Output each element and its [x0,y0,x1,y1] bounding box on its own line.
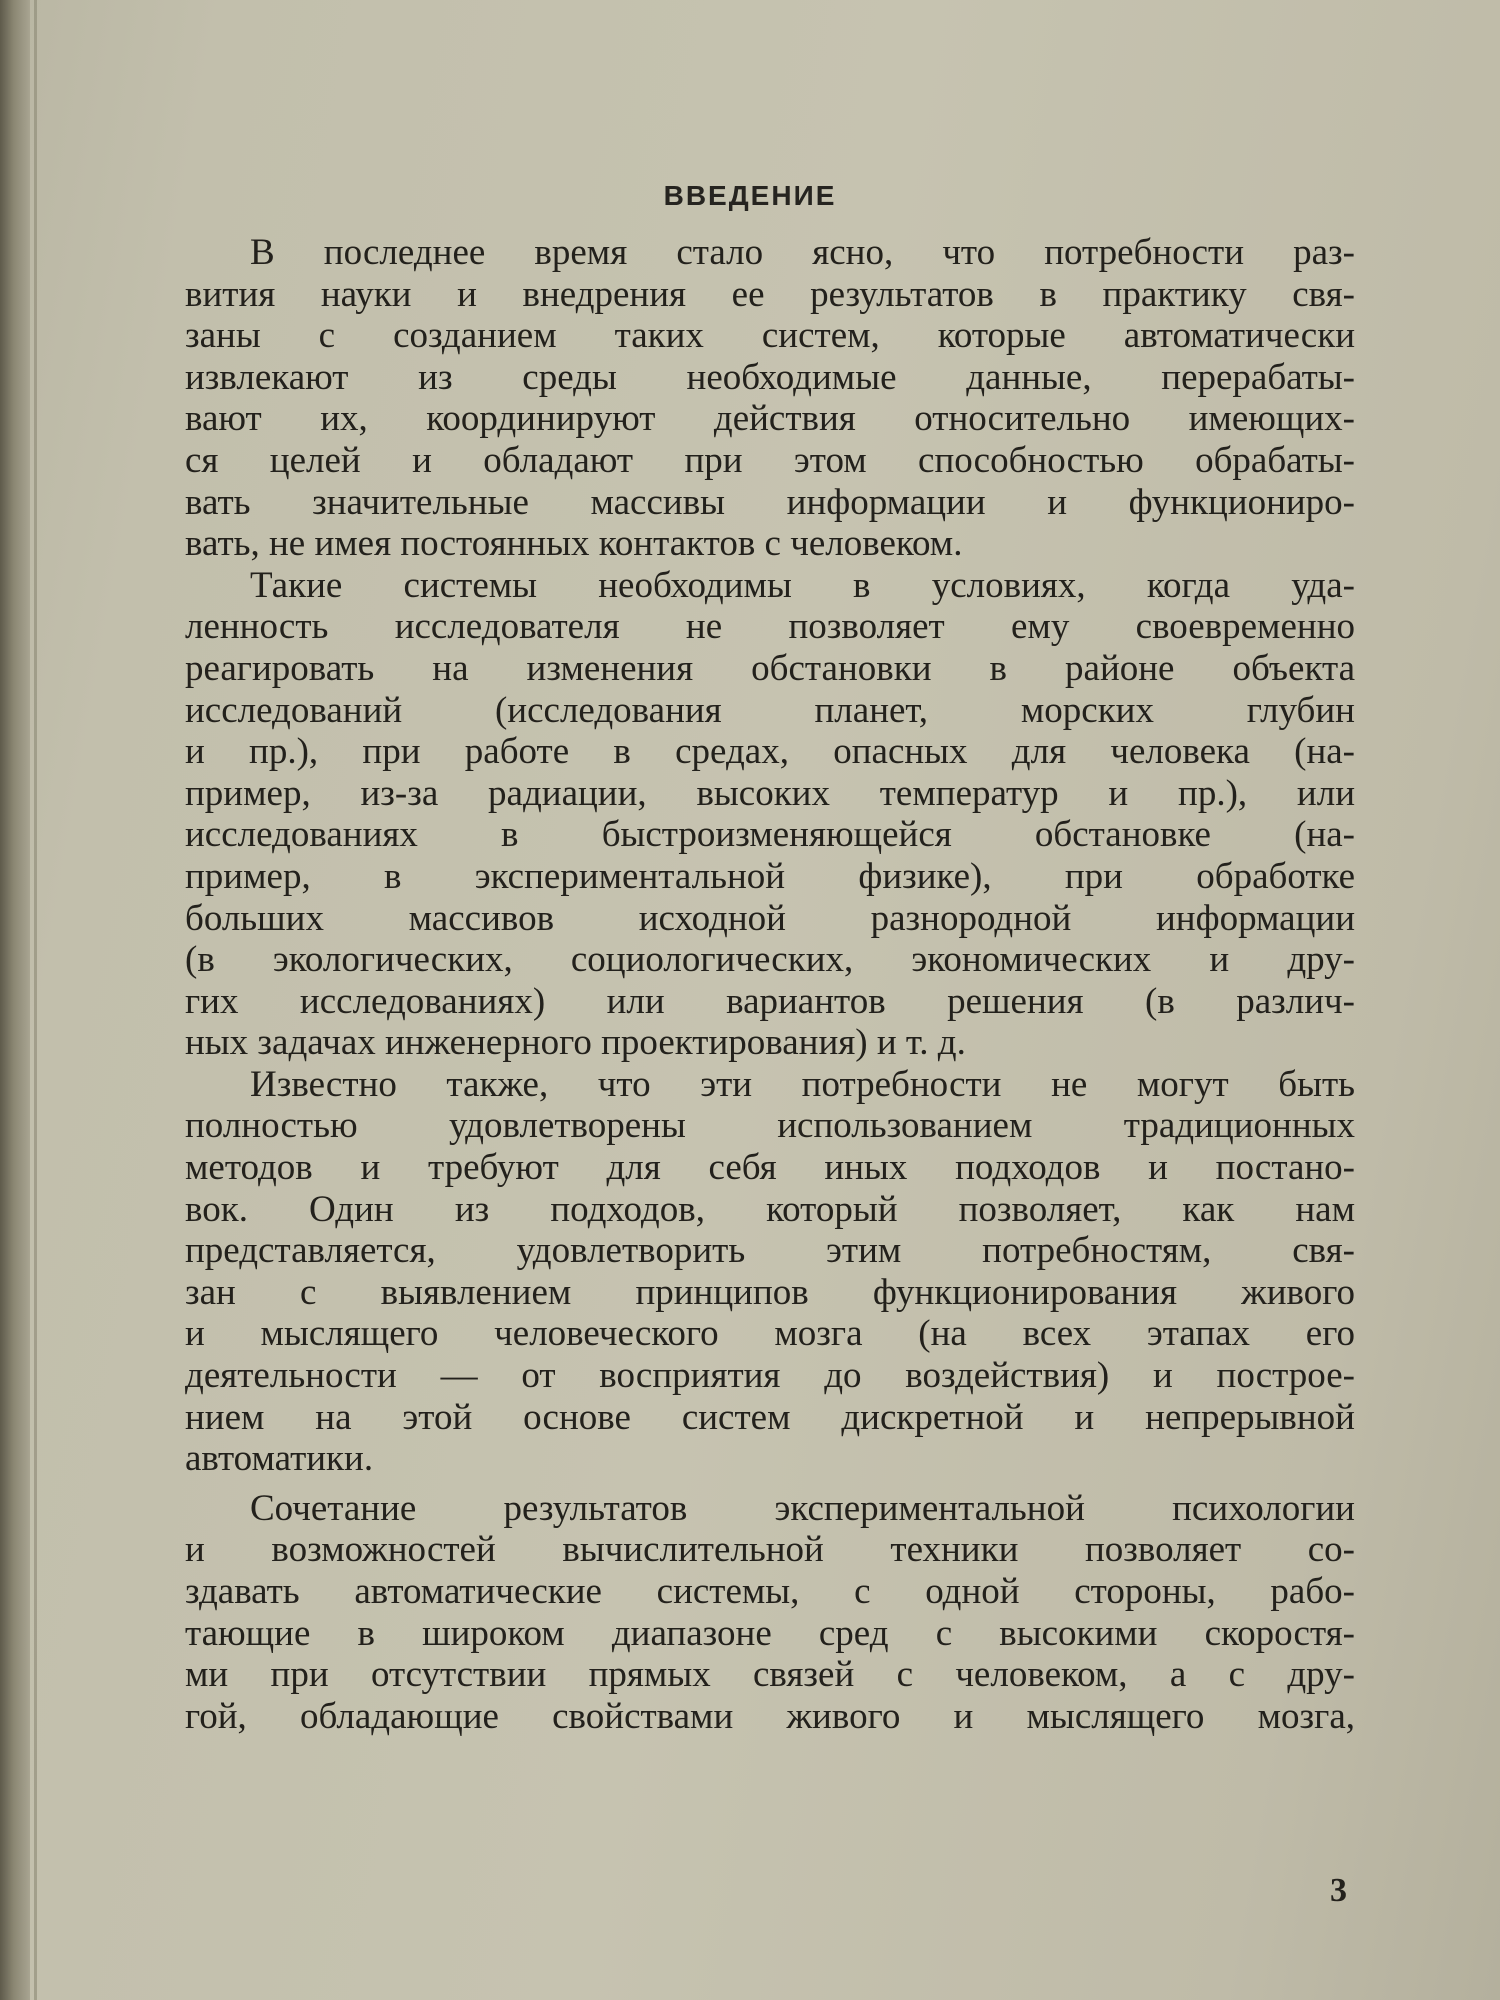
text-line: нием на этой основе систем дискретной и непрерывной [185,1396,1355,1438]
text-line: извлекают из среды необходимые данные, перерабаты- [185,356,1355,398]
text-line: исследованиях в быстроизменяющейся обстановке (на- [185,814,1355,856]
paragraph-3 [185,1064,1355,1480]
text-line: гой, обладающие свойствами живого и мыслящего мозга, [185,1695,1355,1737]
text-line: пример, из-за радиации, высоких температур и пр.), или [185,772,1355,814]
text-line: тающие в широком диапазоне сред с высокими скоростя- [185,1612,1355,1654]
paragraph-4 [185,1488,1355,1738]
text-line: и мыслящего человеческого мозга (на всех этапах его [185,1313,1355,1355]
text-line: ся целей и обладают при этом способностью обрабаты- [185,439,1355,481]
text-line: вать, не имея постоянных контактов с человеком. [185,523,963,565]
text-line: реагировать на изменения обстановки в районе объекта [185,647,1355,689]
text-line: исследований (исследования планет, морских глубин [185,689,1355,731]
text-line: В последнее время стало ясно, что потребности раз- [250,232,1355,273]
text-line: (в экологических, социологических, экономических и дру- [185,939,1355,981]
text-line: Сочетание результатов экспериментальной психологии [250,1487,1355,1529]
text-line: гих исследованиях) или вариантов решения (в различ- [185,980,1355,1022]
text-line: методов и требуют для себя иных подходов и постано- [185,1147,1355,1189]
paragraph-1 [185,232,1355,565]
text-line: Такие системы необходимы в условиях, когда уда- [250,564,1355,606]
book-spine [0,0,30,2000]
text-line: представляется, удовлетворить этим потребностям, свя- [185,1230,1355,1272]
text-line: ленность исследователя не позволяет ему своевременно [185,606,1355,648]
text-line: полностью удовлетворены использованием традиционных [185,1105,1355,1147]
page-number: 3 [1330,1872,1347,1909]
text-line: и возможностей вычислительной техники позволяет со- [185,1529,1355,1571]
body-text [185,232,1355,1737]
text-line: и пр.), при работе в средах, опасных для человека (на- [185,731,1355,773]
text-line: вать значительные массивы информации и функциониро- [185,481,1355,523]
text-line: вития науки и внедрения ее результатов в практику свя- [185,273,1355,315]
text-line: заны с созданием таких систем, которые автоматически [185,315,1355,357]
text-line: ми при отсутствии прямых связей с человеком, а с дру- [185,1654,1355,1696]
text-line: зан с выявлением принципов функционирования живого [185,1271,1355,1313]
text-line: вок. Один из подходов, который позволяет, как нам [185,1188,1355,1230]
paragraph-2 [185,565,1355,1064]
text-line: Известно также, что эти потребности не могут быть [250,1063,1355,1105]
text-line: здавать автоматические системы, с одной стороны, рабо- [185,1571,1355,1612]
text-line: вают их, координируют действия относительно имеющих- [185,398,1355,440]
text-line: деятельности — от восприятия до воздействия) и построе- [185,1355,1355,1397]
text-line: пример, в экспериментальной физике), при обработке [185,855,1355,897]
page-edge [34,0,37,2000]
text-line: больших массивов исходной разнородной информации [185,897,1355,939]
text-line: ных задачах инженерного проектирования) и т. д. [185,1022,966,1064]
text-line: автоматики. [185,1438,374,1480]
chapter-heading: ВВЕДЕНИЕ [663,180,837,211]
